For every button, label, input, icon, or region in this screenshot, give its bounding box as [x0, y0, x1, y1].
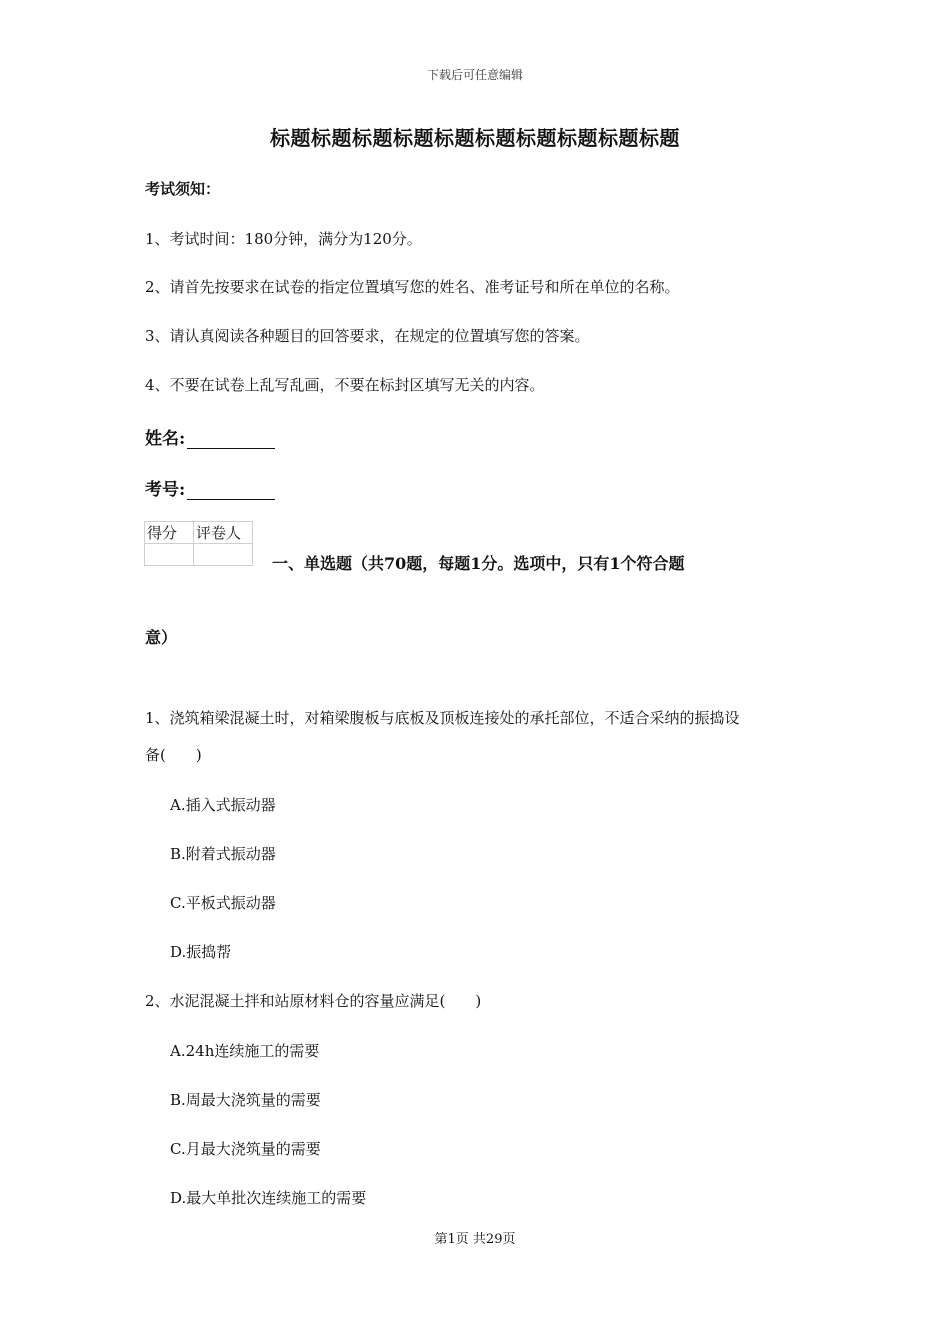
id-label: 考号: — [145, 480, 186, 500]
id-field — [145, 475, 275, 500]
question-stem-cont: 备( ) — [145, 746, 202, 764]
notice-item: 4、不要在试卷上乱写乱画，不要在标封区填写无关的内容。 — [145, 376, 545, 394]
name-field — [145, 424, 275, 449]
grader-header: 评卷人 — [194, 522, 253, 544]
option: B.周最大浇筑量的需要 — [170, 1091, 321, 1109]
name-blank[interactable] — [187, 430, 275, 449]
notice-item: 3、请认真阅读各种题目的回答要求，在规定的位置填写您的答案。 — [145, 327, 590, 345]
section-title: 一、单选题（共70题，每题1分。选项中，只有1个符合题 — [272, 554, 685, 573]
section-title-cont: 意） — [145, 628, 178, 647]
question-stem: 2、水泥混凝土拌和站原材料仓的容量应满足( ) — [145, 992, 482, 1010]
option: A.插入式振动器 — [170, 796, 276, 814]
score-header: 得分 — [145, 522, 194, 544]
notice-heading: 考试须知： — [145, 180, 221, 198]
name-label: 姓名: — [145, 429, 186, 449]
document-title: 标题标题标题标题标题标题标题标题标题标题 — [270, 126, 680, 150]
page-footer: 第1页 共29页 — [434, 1232, 516, 1247]
notice-item: 1、考试时间：180分钟，满分为120分。 — [145, 230, 422, 248]
header-note: 下载后可任意编辑 — [426, 68, 523, 82]
option: A.24h连续施工的需要 — [170, 1042, 320, 1060]
option: D.振捣帮 — [170, 943, 232, 961]
option: B.附着式振动器 — [170, 845, 276, 863]
option: C.平板式振动器 — [170, 894, 276, 912]
grader-cell — [194, 544, 253, 566]
option: C.月最大浇筑量的需要 — [170, 1140, 321, 1158]
id-blank[interactable] — [187, 481, 275, 500]
option: D.最大单批次连续施工的需要 — [170, 1189, 367, 1207]
score-table — [144, 521, 253, 566]
score-cell — [145, 544, 194, 566]
notice-item: 2、请首先按要求在试卷的指定位置填写您的姓名、准考证号和所在单位的名称。 — [145, 278, 680, 296]
question-stem: 1、浇筑箱梁混凝土时，对箱梁腹板与底板及顶板连接处的承托部位，不适合采纳的振捣设 — [145, 709, 740, 727]
